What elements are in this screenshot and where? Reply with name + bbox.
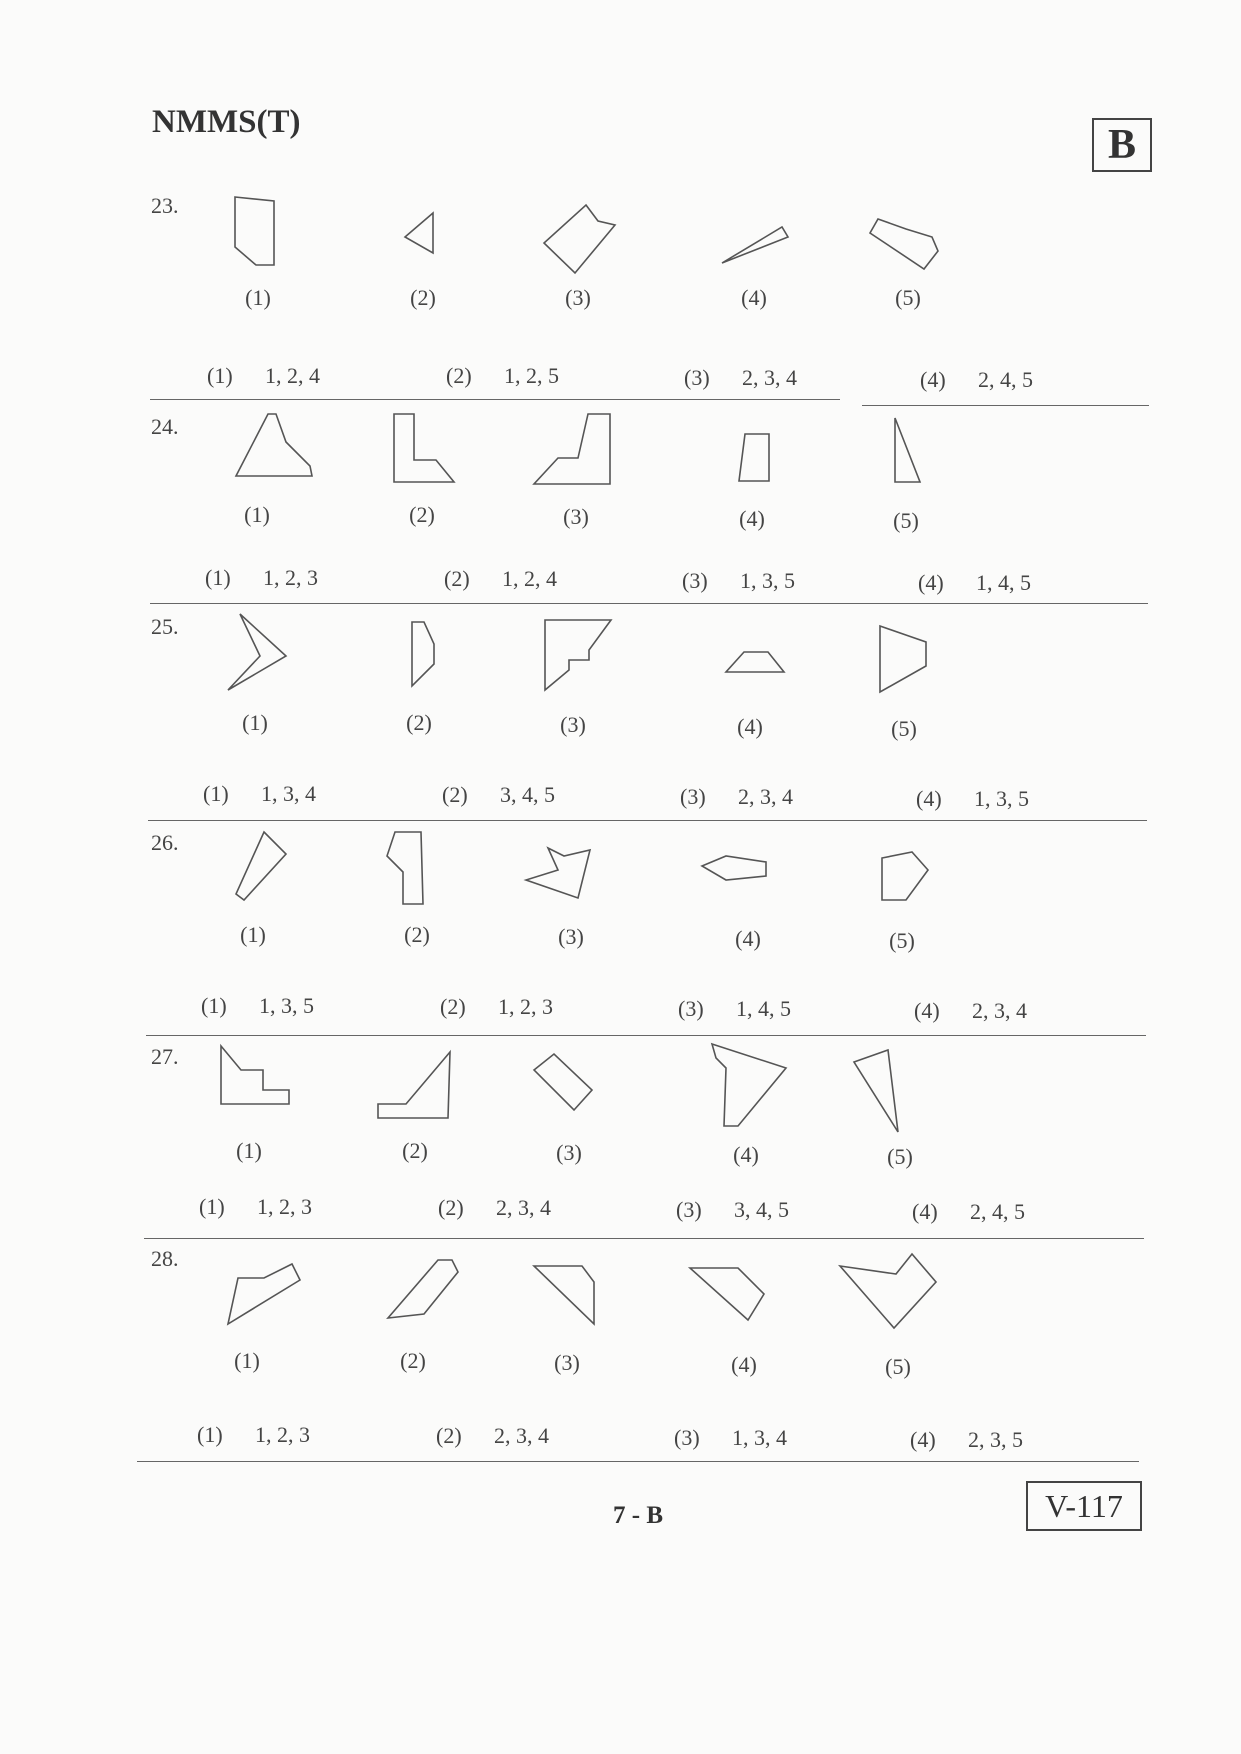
figure-label: (4) (737, 714, 763, 739)
answer-option-2[interactable]: (2) 1, 2, 5 (446, 363, 559, 388)
figure-2 (384, 1246, 464, 1326)
exam-title: NMMS(T) (152, 104, 301, 140)
divider (144, 1238, 1144, 1239)
figure-label: (1) (242, 710, 268, 735)
figure-label: (5) (891, 716, 917, 741)
figure-label: (3) (565, 285, 591, 310)
figure-label: (2) (404, 922, 430, 947)
answer-option-2[interactable]: (2) 1, 2, 3 (440, 994, 553, 1019)
answer-option-4[interactable]: (4) 2, 4, 5 (920, 367, 1033, 392)
figure-5 (850, 1044, 910, 1134)
figure-shape (394, 414, 454, 482)
divider (150, 603, 1148, 604)
figure-3 (530, 414, 620, 494)
figure-shape (405, 213, 433, 253)
question-number: 28. (151, 1246, 179, 1271)
figure-label: (1) (234, 1348, 260, 1373)
figure-label: (3) (556, 1140, 582, 1165)
question-number: 24. (151, 414, 179, 439)
figure-label: (3) (563, 504, 589, 529)
answer-option-4[interactable]: (4) 2, 3, 4 (914, 998, 1027, 1023)
figure-3 (530, 1246, 600, 1326)
figure-label: (1) (244, 502, 270, 527)
answer-option-4[interactable]: (4) 2, 4, 5 (912, 1199, 1025, 1224)
figure-shape (221, 1046, 289, 1104)
figure-shape (235, 197, 274, 265)
answer-option-3[interactable]: (3) 2, 3, 4 (684, 365, 797, 390)
figure-row (0, 614, 1241, 741)
divider (146, 1035, 1146, 1036)
figure-shape (228, 614, 286, 690)
figure-label: (5) (889, 928, 915, 953)
answer-option-1[interactable]: (1) 1, 3, 4 (203, 781, 316, 806)
figure-5 (878, 830, 938, 910)
figure-shape (854, 1050, 898, 1132)
figure-3 (540, 193, 620, 273)
question-number: 27. (151, 1044, 179, 1069)
divider (137, 1461, 1139, 1462)
question-24 (0, 414, 1241, 614)
figure-5 (878, 614, 938, 694)
question-25 (0, 614, 1241, 814)
figure-label: (5) (893, 508, 919, 533)
divider (150, 399, 840, 400)
answer-option-2[interactable]: (2) 2, 3, 4 (438, 1195, 551, 1220)
figure-4 (698, 830, 778, 910)
figure-shape (880, 626, 926, 692)
figure-shape (412, 622, 434, 686)
figure-4 (722, 614, 792, 694)
figure-label: (4) (735, 926, 761, 951)
figure-shape (895, 418, 920, 482)
figure-3 (530, 1044, 600, 1124)
question-number: 25. (151, 614, 179, 639)
figure-5 (866, 193, 946, 273)
figure-row (0, 1246, 1241, 1379)
figure-shape (236, 414, 312, 476)
answer-option-2[interactable]: (2) 3, 4, 5 (442, 782, 555, 807)
answer-option-2[interactable]: (2) 1, 2, 4 (444, 566, 557, 591)
figure-label: (1) (245, 285, 271, 310)
divider (862, 405, 1149, 406)
figure-label: (4) (739, 506, 765, 531)
figure-row (0, 193, 1241, 313)
figure-shape (544, 205, 615, 273)
answer-option-3[interactable]: (3) 1, 3, 5 (682, 568, 795, 593)
figure-row (0, 830, 1241, 953)
answer-option-1[interactable]: (1) 1, 2, 4 (207, 363, 320, 388)
figure-shape (378, 1052, 450, 1118)
figure-shape (840, 1254, 936, 1328)
answer-option-1[interactable]: (1) 1, 2, 3 (205, 565, 318, 590)
figure-1 (224, 1246, 304, 1326)
figure-shape (236, 832, 286, 900)
figure-1 (224, 614, 294, 694)
figure-3 (522, 830, 602, 910)
figure-shape (388, 1260, 458, 1318)
figure-label: (5) (895, 285, 921, 310)
version-letter-box: B (1092, 118, 1152, 172)
question-28 (0, 1246, 1241, 1452)
figure-label: (5) (885, 1354, 911, 1379)
answer-option-3[interactable]: (3) 1, 3, 4 (674, 1425, 787, 1450)
figure-shape (739, 434, 769, 481)
figure-3 (543, 614, 623, 694)
figure-label: (2) (409, 502, 435, 527)
figure-label: (3) (558, 924, 584, 949)
answer-option-4[interactable]: (4) 1, 3, 5 (916, 786, 1029, 811)
answer-option-3[interactable]: (3) 3, 4, 5 (676, 1197, 789, 1222)
figure-shape (534, 1266, 594, 1324)
figure-label: (1) (240, 922, 266, 947)
figure-label: (2) (402, 1138, 428, 1163)
figure-5 (838, 1246, 938, 1336)
answer-option-1[interactable]: (1) 1, 2, 3 (199, 1194, 312, 1219)
figure-1 (232, 414, 322, 494)
answer-option-2[interactable]: (2) 2, 3, 4 (436, 1423, 549, 1448)
figure-4 (718, 193, 798, 273)
booklet-code-box: V-117 (1026, 1481, 1142, 1531)
figure-label: (4) (731, 1352, 757, 1377)
figure-label: (1) (236, 1138, 262, 1163)
figure-shape (882, 852, 928, 900)
question-number: 23. (151, 193, 179, 218)
figure-2 (376, 1044, 456, 1124)
question-number: 26. (151, 830, 179, 855)
figure-shape (228, 1264, 300, 1324)
figure-label: (5) (887, 1144, 913, 1169)
figure-shape (712, 1044, 786, 1126)
figure-4 (710, 1044, 790, 1124)
figure-label: (2) (410, 285, 436, 310)
figure-label: (3) (554, 1350, 580, 1375)
figure-label: (3) (560, 712, 586, 737)
figure-row (0, 1044, 1241, 1169)
answer-option-1[interactable]: (1) 1, 3, 5 (201, 993, 314, 1018)
figure-shape (534, 1054, 592, 1110)
answer-option-4[interactable]: (4) 1, 4, 5 (918, 570, 1031, 595)
figure-4 (688, 1246, 768, 1326)
figure-2 (410, 614, 450, 694)
answer-option-3[interactable]: (3) 1, 4, 5 (678, 996, 791, 1021)
figure-2 (392, 414, 462, 494)
divider (148, 820, 1147, 821)
figure-row (0, 414, 1241, 534)
figure-2 (383, 830, 433, 910)
figure-label: (2) (400, 1348, 426, 1373)
figure-shape (726, 652, 784, 672)
figure-label: (4) (733, 1142, 759, 1167)
figure-shape (690, 1268, 764, 1320)
question-26 (0, 830, 1241, 1030)
figure-1 (219, 1044, 299, 1124)
figure-shape (545, 620, 611, 690)
answer-option-4[interactable]: (4) 2, 3, 5 (910, 1427, 1023, 1452)
figure-shape (387, 832, 423, 904)
answer-option-3[interactable]: (3) 2, 3, 4 (680, 784, 793, 809)
figure-shape (722, 227, 788, 263)
figure-1 (230, 830, 290, 910)
figure-1 (228, 193, 288, 273)
figure-shape (702, 856, 766, 880)
answer-option-1[interactable]: (1) 1, 2, 3 (197, 1422, 310, 1447)
figure-shape (870, 219, 938, 269)
figure-shape (534, 414, 610, 484)
figure-label: (2) (406, 710, 432, 735)
figure-5 (890, 414, 930, 494)
figure-2 (395, 193, 455, 273)
page-code: 7 - B (613, 1502, 663, 1529)
figure-4 (735, 414, 775, 494)
figure-label: (4) (741, 285, 767, 310)
figure-shape (526, 848, 590, 898)
question-27 (0, 1044, 1241, 1244)
question-23 (0, 193, 1241, 393)
